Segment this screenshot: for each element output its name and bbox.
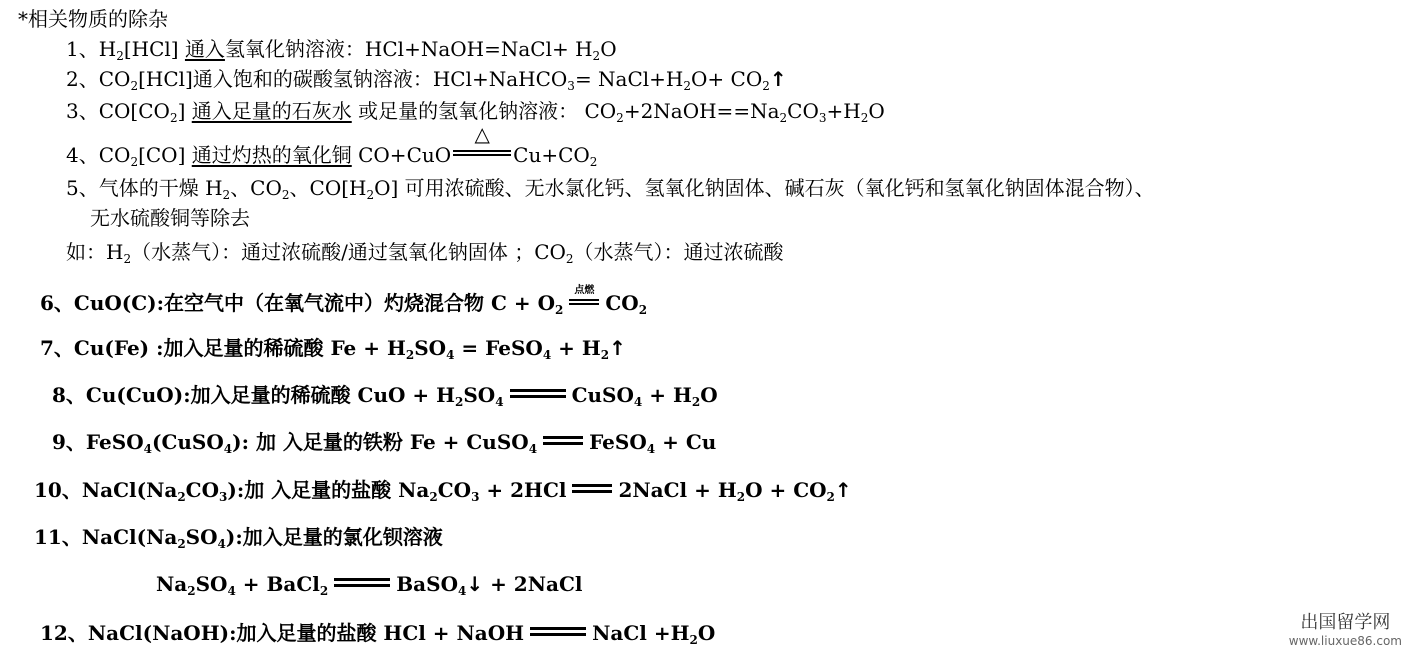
equals-sign [543, 436, 583, 446]
line-10: 10、$NaCl(Na_2CO_3)$:加 入足量的盐酸 $Na_2CO_3 + 2HCl$ 2NaCl + $H_2O$ + $CO_2↑$ [34, 478, 852, 504]
line-5: 5、气体的干燥 $H_2$、$CO_2$、$CO[H_2O]$ 可用浓硫酸、无水氯化钙、氢氧化钠固体、碱石灰（氧化钙和氢氧化钠固体混合物）、 [66, 176, 1155, 202]
line-1: 1、$H_2[HCl]$ 通入氢氧化钠溶液：HCl+NaOH=NaCl+ $H_2O$ [66, 37, 617, 63]
line-8: 8、Cu(CuO):加入足量的稀硫酸 CuO + $H_2SO_4$ CuSO$_4$ + $H_2O$ [52, 383, 718, 409]
line-6: 6、CuO(C):在空气中（在氧气流中）灼烧混合物 $C + O_2$ 点燃 $CO_2$ [40, 285, 648, 317]
equals-sign [530, 627, 586, 637]
section-heading: *相关物质的除杂 [18, 7, 168, 31]
line-number: 1、 [66, 37, 99, 61]
line-5-cont: 无水硫酸铜等除去 [90, 206, 250, 230]
gas-arrow-icon: ↑ [769, 67, 787, 91]
equals-sign [510, 389, 566, 399]
gas-arrow-icon: ↑ [834, 478, 852, 502]
line-9: 9、FeSO$_4$(CuSO$_4$): 加 入足量的铁粉 Fe + CuSO$_4$ FeSO$_4$ + Cu [52, 430, 717, 456]
equals-sign [572, 484, 612, 494]
equals-sign [334, 578, 390, 588]
precipitate-arrow-icon: ↓ [466, 572, 484, 596]
line-11: 11、$NaCl(Na_2SO_4)$:加入足量的氯化钡溶液 [34, 525, 443, 551]
line-3: 3、$CO[CO_2]$ 通入足量的石灰水 或足量的氢氧化钠溶液： $CO_2+2NaOH==Na_2CO_3+H_2O$ [66, 99, 885, 125]
line-7: 7、Cu(Fe) :加入足量的稀硫酸 $Fe + H_2SO_4$ = FeSO$_4$ + $H_2↑$ [40, 336, 626, 362]
line-11-equation: $Na_2SO_4$ + BaCl$_2$ BaSO$_4$↓ + 2NaCl [156, 572, 583, 598]
line-5-example: 如：$H_2$（水蒸气）：通过浓硫酸/通过氢氧化钠固体 ；$CO_2$（水蒸气）：通过浓硫酸 [66, 240, 784, 266]
gas-arrow-icon: ↑ [609, 336, 626, 360]
site-watermark: 出国留学网 www.liuxue86.com [1288, 612, 1402, 648]
line-12: 12、NaCl(NaOH):加入足量的盐酸 HCl + NaOH NaCl $+H_2O$ [40, 621, 716, 647]
heat-triangle-icon: △ [474, 122, 490, 146]
ignite-condition: 点燃 [567, 288, 601, 312]
line-2: 2、$CO_2[HCl]$通入饱和的碳酸氢钠溶液：HCl+NaHCO$_3$= $NaCl+H_2O+$ $CO_2↑$ [66, 67, 787, 93]
line-4: 4、$CO_2[CO]$ 通过灼热的氧化铜 CO+CuO △ $Cu+CO_2$ [66, 122, 598, 169]
heat-condition [453, 122, 511, 158]
